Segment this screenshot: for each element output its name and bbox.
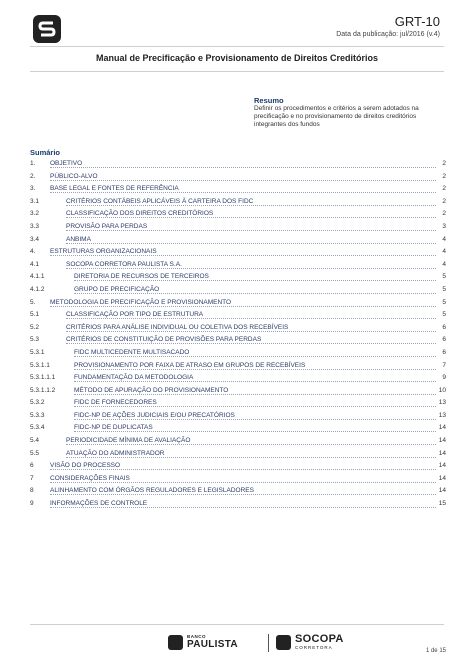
toc-entry-label: FIDC-NP DE AÇÕES JUDICIAIS E/OU PRECATÓRIOS (74, 411, 436, 420)
toc-entry[interactable] (30, 183, 446, 196)
title-divider (30, 71, 444, 72)
toc-entry[interactable] (30, 385, 446, 398)
socopa-logo-icon (276, 635, 291, 650)
toc-entry-page: 5 (442, 311, 446, 319)
toc-entry-page: 14 (438, 449, 446, 457)
toc-entry-number: 3. (30, 185, 36, 193)
toc-entry-label: CONSIDERAÇÕES FINAIS (50, 474, 436, 483)
toc-entry[interactable] (30, 234, 446, 247)
toc-entry-label: CRITÉRIOS PARA ANÁLISE INDIVIDUAL OU COLETIVA DOS RECEBÍVEIS (66, 323, 436, 332)
brand2-sub: CORRETORA (295, 645, 333, 650)
resumo-heading: Resumo (254, 96, 284, 105)
toc-entry-label: MÉTODO DE APURAÇÃO DO PROVISIONAMENTO (74, 386, 436, 395)
publication-date: Data da publicação: jul/2016 (v.4) (336, 31, 440, 38)
toc-entry-label: PERIODICIDADE MÍNIMA DE AVALIAÇÃO (66, 436, 436, 445)
toc-entry[interactable] (30, 485, 446, 498)
toc-entry-page: 5 (442, 273, 446, 281)
banco-paulista-logo-icon (168, 635, 183, 650)
sumario-heading: Sumário (30, 148, 61, 157)
toc-entry-label: CLASSIFICAÇÃO POR TIPO DE ESTRUTURA (66, 310, 436, 319)
toc-entry-label: METODOLOGIA DE PRECIFICAÇÃO E PROVISIONAMENTO (50, 298, 436, 307)
toc-entry-number: 5.3.1 (30, 348, 45, 356)
toc-entry-number: 5.3.1.1 (30, 361, 50, 369)
toc-entry-number: 4.1.1 (30, 273, 45, 281)
toc-entry[interactable] (30, 347, 446, 360)
toc-entry[interactable] (30, 259, 446, 272)
toc-entry[interactable] (30, 322, 446, 335)
logo-divider (268, 634, 269, 652)
toc-entry-label: FIDC MULTICEDENTE MULTISACADO (74, 348, 436, 357)
toc-entry[interactable] (30, 360, 446, 373)
document-code: GRT-10 (394, 14, 440, 29)
toc-entry[interactable] (30, 221, 446, 234)
toc-entry-number: 3.1 (30, 197, 40, 205)
toc-entry-number: 3.3 (30, 222, 40, 230)
toc-entry-label: BASE LEGAL E FONTES DE REFERÊNCIA (50, 184, 436, 193)
toc-entry[interactable] (30, 246, 446, 259)
toc-entry-label: FIDC-NP DE DUPLICATAS (74, 423, 436, 432)
toc-entry[interactable] (30, 171, 446, 184)
toc-entry-label: CLASSIFICAÇÃO DOS DIREITOS CREDITÓRIOS (66, 209, 436, 218)
toc-entry-page: 14 (438, 424, 446, 432)
toc-entry[interactable] (30, 422, 446, 435)
toc-entry-number: 7 (30, 474, 34, 482)
toc-entry[interactable] (30, 397, 446, 410)
toc-entry-label: GRUPO DE PRECIFICAÇÃO (74, 285, 436, 294)
toc-entry[interactable] (30, 158, 446, 171)
toc-entry[interactable] (30, 460, 446, 473)
toc-entry-number: 4.1 (30, 260, 40, 268)
toc-entry-page: 4 (442, 235, 446, 243)
toc-entry-label: PÚBLICO-ALVO (50, 172, 436, 181)
toc-entry[interactable] (30, 208, 446, 221)
toc-entry-number: 3.4 (30, 235, 40, 243)
toc-entry-page: 4 (442, 248, 446, 256)
toc-entry-number: 5.3.1.1.1 (30, 374, 56, 382)
toc-entry-label: DIRETORIA DE RECURSOS DE TERCEIROS (74, 272, 436, 281)
toc-entry[interactable] (30, 284, 446, 297)
toc-entry-page: 3 (442, 222, 446, 230)
toc-entry-page: 5 (442, 285, 446, 293)
resumo-text: Definir os procedimentos e critérios a serem adotados na precificação e no provisionamento de direitos creditórios integrantes dos fundos (254, 105, 419, 128)
toc-entry-label: CRITÉRIOS DE CONSTITUIÇÃO DE PROVISÕES PARA PERDAS (66, 335, 436, 344)
toc-entry[interactable] (30, 334, 446, 347)
toc-entry[interactable] (30, 435, 446, 448)
toc-entry-label: OBJETIVO (50, 159, 436, 168)
toc-entry-label: PROVISIONAMENTO POR FAIXA DE ATRASO EM GRUPOS DE RECEBÍVEIS (74, 361, 436, 370)
toc-entry-number: 5. (30, 298, 36, 306)
toc-entry-label: ATUAÇÃO DO ADMINISTRADOR (66, 449, 436, 458)
toc-entry-page: 6 (442, 348, 446, 356)
footer-divider (30, 624, 444, 625)
toc-entry[interactable] (30, 196, 446, 209)
brand2-big: SOCOPA (295, 633, 344, 645)
toc-entry[interactable] (30, 372, 446, 385)
toc-entry[interactable] (30, 297, 446, 310)
company-logo-icon (32, 14, 62, 44)
toc-entry-number: 2. (30, 172, 36, 180)
toc-entry-number: 4.1.2 (30, 285, 45, 293)
toc-entry-label: VISÃO DO PROCESSO (50, 461, 436, 470)
toc-entry[interactable] (30, 473, 446, 486)
toc-entry-label: FUNDAMENTAÇÃO DA METODOLOGIA (74, 373, 436, 382)
toc-entry-number: 8 (30, 487, 34, 495)
toc-entry-number: 5.3.3 (30, 411, 45, 419)
toc-entry-page: 9 (442, 374, 446, 382)
toc-entry-number: 9 (30, 500, 34, 508)
toc-entry-page: 2 (442, 160, 446, 167)
toc-entry-label: ESTRUTURAS ORGANIZACIONAIS (50, 247, 436, 256)
toc-entry-number: 5.3.4 (30, 424, 45, 432)
toc-entry-number: 1. (30, 160, 36, 167)
toc-entry[interactable] (30, 410, 446, 423)
toc-entry-label: FIDC DE FORNECEDORES (74, 398, 436, 407)
toc-entry-number: 5.1 (30, 311, 40, 319)
toc-entry-page: 2 (442, 185, 446, 193)
toc-entry-number: 5.3.2 (30, 399, 45, 407)
toc-entry-page: 14 (438, 462, 446, 470)
toc-entry-label: SOCOPA CORRETORA PAULISTA S.A. (66, 260, 436, 269)
toc-entry-label: INFORMAÇÕES DE CONTROLE (50, 499, 436, 508)
toc-entry-page: 6 (442, 336, 446, 344)
toc-entry-page: 10 (438, 386, 446, 394)
toc-entry-page: 14 (438, 474, 446, 482)
document-title: Manual de Precificação e Provisionamento de Direitos Creditórios (95, 53, 379, 63)
toc-entry-page: 13 (438, 399, 446, 407)
toc-entry-number: 5.5 (30, 449, 40, 457)
toc-entry-number: 5.3 (30, 336, 40, 344)
toc-entry-page: 4 (442, 260, 446, 268)
header-divider (30, 46, 444, 47)
toc-entry-page: 7 (442, 361, 446, 369)
toc-entry-page: 2 (442, 197, 446, 205)
toc-entry-number: 6 (30, 462, 34, 470)
toc-entry[interactable] (30, 271, 446, 284)
toc-entry-page: 13 (438, 411, 446, 419)
toc-entry-page: 15 (438, 500, 446, 508)
toc-entry-label: ALINHAMENTO COM ÓRGÃOS REGULADORES E LEGISLADORES (50, 486, 436, 495)
table-of-contents (30, 158, 446, 511)
toc-entry-page: 2 (442, 172, 446, 180)
toc-entry-number: 5.4 (30, 437, 40, 445)
footer-logos (168, 633, 378, 653)
toc-entry-page: 2 (442, 210, 446, 218)
toc-entry-page: 14 (438, 487, 446, 495)
toc-entry-label: ANBIMA (66, 235, 436, 244)
page-number: 1 de 15 (425, 648, 446, 654)
toc-entry-number: 3.2 (30, 210, 40, 218)
brand1-big: PAULISTA (187, 639, 238, 650)
toc-entry-label: PROVISÃO PARA PERDAS (66, 222, 436, 231)
toc-entry-number: 5.2 (30, 323, 40, 331)
toc-entry[interactable] (30, 309, 446, 322)
toc-entry-number: 5.3.1.1.2 (30, 386, 56, 394)
toc-entry[interactable] (30, 498, 446, 511)
toc-entry[interactable] (30, 448, 446, 461)
toc-entry-page: 5 (442, 298, 446, 306)
brand1-small: BANCO (187, 634, 206, 639)
toc-entry-label: CRITÉRIOS CONTÁBEIS APLICÁVEIS À CARTEIRA DOS FIDC (66, 197, 436, 206)
toc-entry-number: 4. (30, 248, 36, 256)
toc-entry-page: 14 (438, 437, 446, 445)
toc-entry-page: 6 (442, 323, 446, 331)
